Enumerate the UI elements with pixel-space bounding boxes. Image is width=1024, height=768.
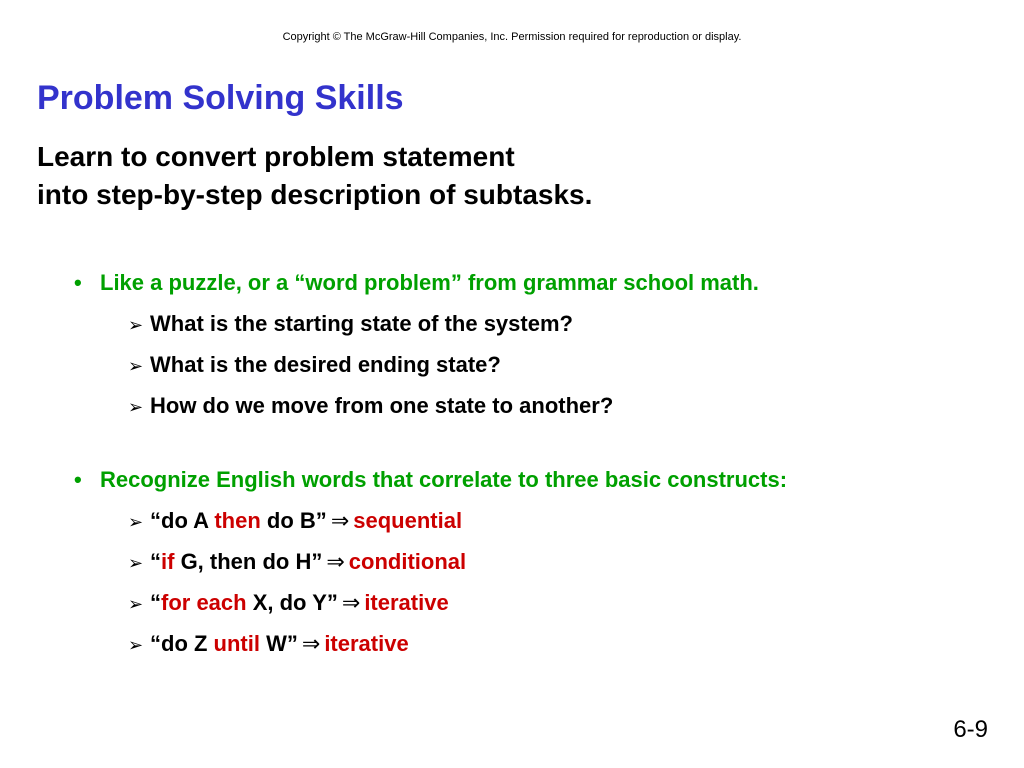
construct-keyword: if	[161, 549, 175, 574]
page-number: 6-9	[953, 716, 988, 743]
arrow-bullet-icon: ➢	[128, 553, 144, 573]
subtitle-line-1: Learn to convert problem statement	[37, 141, 515, 172]
construct-keyword: for each	[161, 590, 247, 615]
subtitle-line-2: into step-by-step description of subtasks.	[37, 179, 593, 210]
construct-result: iterative	[364, 590, 449, 615]
copyright-notice: Copyright © The McGraw-Hill Companies, Inc. Permission required for reproduction or display.	[282, 31, 742, 43]
bullet-text: Like a puzzle, or a “word problem” from grammar school math.	[100, 270, 759, 295]
bullet-dot-icon: •	[74, 270, 82, 295]
construct-result: sequential	[353, 508, 463, 533]
sub-item-starting-state	[128, 311, 573, 338]
slide-subtitle	[37, 138, 592, 214]
bullet-dot-icon: •	[74, 467, 82, 492]
implies-icon: ⇒	[330, 508, 350, 533]
construct-result: conditional	[348, 549, 467, 574]
arrow-bullet-icon: ➢	[128, 512, 144, 532]
construct-sequential	[128, 508, 462, 535]
construct-pre: “do A	[150, 508, 215, 533]
implies-icon: ⇒	[326, 549, 345, 574]
sub-item-text: What is the desired ending state?	[150, 352, 501, 377]
construct-pre: “	[150, 549, 161, 574]
bullet-constructs	[74, 467, 787, 493]
construct-post: do B”	[260, 508, 327, 533]
construct-post: G, then do H”	[174, 549, 323, 574]
construct-post: X, do Y”	[246, 590, 338, 615]
construct-keyword: until	[213, 631, 260, 656]
construct-result: iterative	[324, 631, 409, 656]
arrow-bullet-icon: ➢	[128, 594, 144, 614]
construct-iterative-for-each	[128, 590, 449, 617]
construct-post: W”	[259, 631, 298, 656]
implies-icon: ⇒	[341, 590, 361, 615]
slide-title: Problem Solving Skills	[37, 79, 404, 117]
bullet-text: Recognize English words that correlate to three basic constructs:	[100, 467, 788, 492]
sub-item-move-states	[128, 393, 613, 420]
construct-keyword: then	[214, 508, 261, 533]
construct-iterative-until	[128, 631, 409, 658]
implies-icon: ⇒	[301, 631, 321, 656]
arrow-bullet-icon: ➢	[128, 315, 144, 335]
construct-pre: “	[150, 590, 161, 615]
sub-item-text: How do we move from one state to another?	[150, 393, 614, 418]
arrow-bullet-icon: ➢	[128, 356, 144, 376]
bullet-puzzle	[74, 270, 759, 296]
construct-conditional	[128, 549, 466, 576]
construct-pre: “do Z	[150, 631, 214, 656]
arrow-bullet-icon: ➢	[128, 635, 144, 655]
arrow-bullet-icon: ➢	[128, 397, 144, 417]
sub-item-text: What is the starting state of the system?	[150, 311, 573, 336]
sub-item-ending-state	[128, 352, 501, 379]
